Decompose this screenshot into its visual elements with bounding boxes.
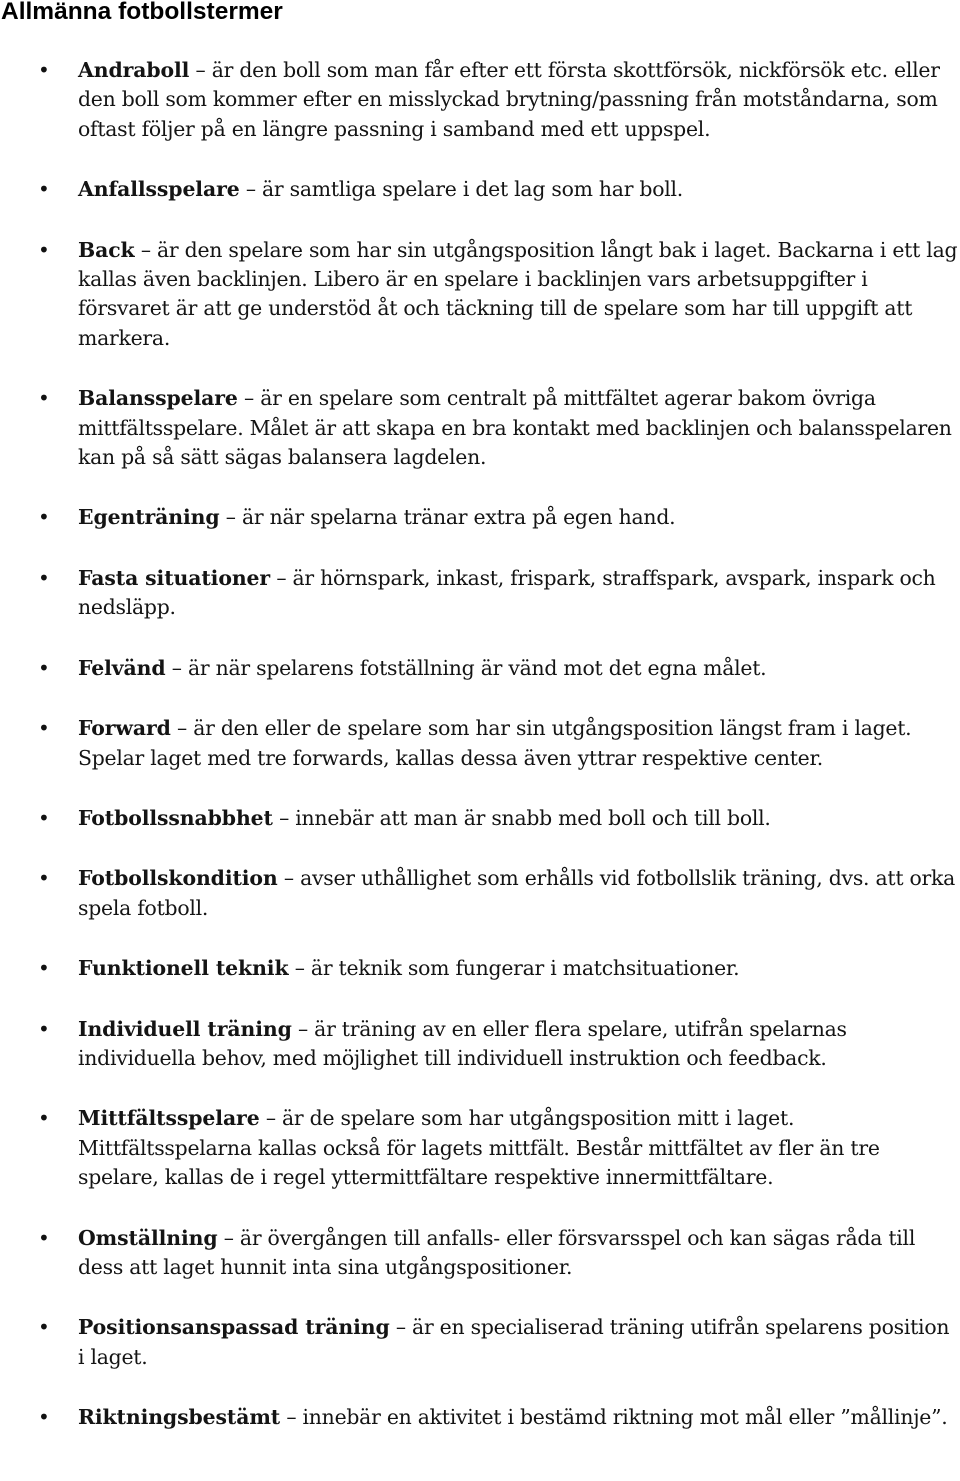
term-separator: –: [286, 1405, 297, 1430]
term-definition: är den boll som man får efter ett första skottförsök, nickförsök etc. eller den boll som kommer efter en misslyckad brytning/passning från motståndarna, som oftast följer på en längre passning i samband med ett uppspel.: [78, 58, 940, 141]
list-item: [38, 503, 960, 532]
term-separator: –: [283, 866, 294, 891]
bullet-icon: •: [38, 805, 50, 830]
list-item: [38, 654, 960, 683]
bullet-icon: •: [38, 58, 50, 82]
term-name: Fotbollssnabbhet: [78, 805, 273, 830]
term-separator: –: [395, 1315, 406, 1340]
term-name: Positionsanspassad träning: [78, 1315, 390, 1340]
term-definition: innebär att man är snabb med boll och till boll.: [295, 805, 771, 830]
list-item: [38, 56, 960, 144]
terms-list: [38, 56, 960, 1464]
bullet-icon: •: [38, 1405, 50, 1430]
list-item: [38, 1104, 960, 1192]
term-name: Back: [78, 237, 135, 262]
term-name: Anfallsspelare: [78, 177, 240, 202]
term-separator: –: [171, 655, 182, 680]
bullet-icon: •: [38, 866, 50, 891]
list-item: [38, 804, 960, 833]
term-definition: avser uthållighet som erhålls vid fotbollslik träning, dvs. att orka spela fotboll.: [78, 866, 956, 920]
term-separator: –: [244, 386, 254, 411]
term-definition: är samtliga spelare i det lag som har boll.: [262, 177, 684, 202]
list-item: [38, 1403, 960, 1432]
term-separator: –: [276, 565, 287, 590]
bullet-icon: •: [38, 1016, 50, 1041]
term-definition: är den eller de spelare som har sin utgångsposition längst fram i laget. Spelar laget med tre forwards, kallas dessa även yttrar respektive center.: [78, 716, 912, 770]
term-definition: är den spelare som har sin utgångsposition långt bak i laget. Backarna i ett lag kallas även backlinjen. Libero är en spelare i backlinjen vars arbetsuppgifter i försvaret är att ge understöd åt och täckning till de spelare som har till uppgift att markera.: [78, 237, 958, 350]
term-definition: är träning av en eller flera spelare, utifrån spelarnas individuella behov, med möjlighet till individuell instruktion och feedback.: [78, 1016, 847, 1070]
list-item: [38, 564, 960, 623]
term-name: Riktningsbestämt: [78, 1405, 281, 1430]
term-definition: är teknik som fungerar i matchsituationer.: [310, 956, 740, 981]
bullet-icon: •: [38, 237, 50, 262]
term-name: Fasta situationer: [78, 565, 271, 590]
term-definition: innebär en aktivitet i bestämd riktning mot mål eller ”mållinje”.: [302, 1405, 948, 1430]
term-name: Individuell träning: [78, 1016, 292, 1041]
list-item: [38, 1313, 960, 1372]
term-separator: –: [265, 1106, 276, 1131]
bullet-icon: •: [38, 386, 50, 411]
bullet-icon: •: [38, 177, 50, 202]
bullet-icon: •: [38, 505, 50, 530]
list-item: [38, 236, 960, 354]
bullet-icon: •: [38, 716, 50, 741]
term-definition: är en spelare som centralt på mittfältet agerar bakom övriga mittfältsspelare. Målet är att skapa en bra kontakt med backlinjen och balansspelaren kan på så sätt sägas balansera lagdelen.: [78, 386, 952, 470]
term-name: Andraboll: [78, 58, 190, 82]
list-item: [38, 954, 960, 983]
term-definition: är när spelarna tränar extra på egen hand.: [241, 505, 676, 530]
term-definition: är hörnspark, inkast, frispark, straffspark, avspark, inspark och nedsläpp.: [78, 565, 936, 620]
term-separator: –: [140, 237, 151, 262]
bullet-icon: •: [38, 956, 50, 981]
term-name: Forward: [78, 716, 171, 741]
page-title: Allmänna fotbollstermer: [1, 0, 283, 25]
list-item: [38, 1015, 960, 1074]
bullet-icon: •: [38, 1315, 50, 1340]
term-name: Mittfältsspelare: [78, 1106, 260, 1131]
bullet-icon: •: [38, 565, 50, 590]
bullet-icon: •: [38, 655, 50, 680]
list-item: [38, 864, 960, 923]
term-name: Fotbollskondition: [78, 866, 278, 891]
term-definition: är de spelare som har utgångsposition mitt i laget. Mittfältsspelarna kallas också för lagets mittfält. Består mittfältet av fler än tre spelare, kallas de i regel yttermittfältare respektive innermittfältare.: [78, 1106, 880, 1190]
term-definition: är en specialiserad träning utifrån spelarens position i laget.: [78, 1315, 950, 1369]
term-separator: –: [279, 805, 290, 830]
list-item: [38, 175, 960, 204]
term-name: Egenträning: [78, 505, 220, 530]
term-definition: är när spelarens fotställning är vänd mot det egna målet.: [187, 655, 767, 680]
term-separator: –: [297, 1016, 308, 1041]
term-definition: är övergången till anfalls- eller försvarsspel och kan sägas råda till dess att laget hunnit inta sina utgångspositioner.: [78, 1225, 916, 1279]
term-separator: –: [223, 1225, 234, 1250]
term-name: Omställning: [78, 1225, 218, 1250]
term-separator: –: [177, 716, 187, 741]
list-item: [38, 714, 960, 773]
list-item: [38, 1224, 960, 1283]
list-item: [38, 384, 960, 472]
term-separator: –: [225, 505, 236, 530]
bullet-icon: •: [38, 1225, 50, 1250]
term-separator: –: [195, 58, 206, 82]
term-separator: –: [245, 177, 256, 202]
term-name: Balansspelare: [78, 386, 238, 411]
term-separator: –: [294, 956, 305, 981]
bullet-icon: •: [38, 1106, 50, 1131]
term-name: Felvänd: [78, 655, 166, 680]
term-name: Funktionell teknik: [78, 956, 289, 981]
